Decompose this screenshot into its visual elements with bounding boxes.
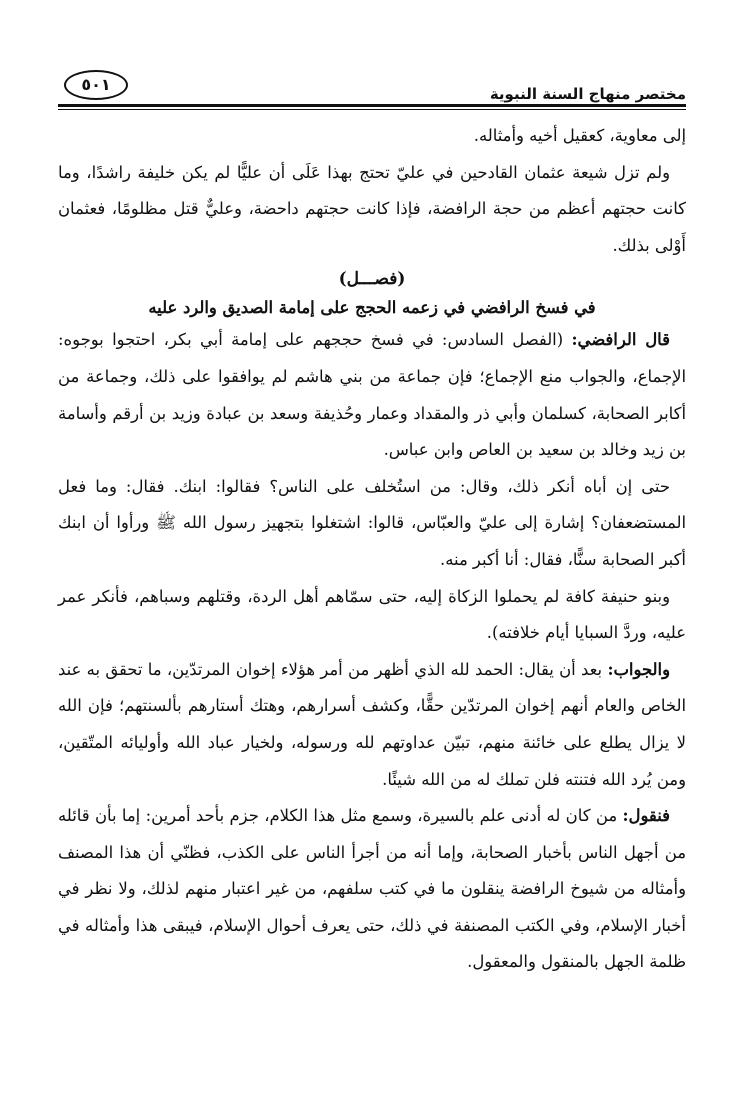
paragraph-body-final: من كان له أدنى علم بالسيرة، وسمع مثل هذا الكلام، جزم بأحد أمرين: إما بأن قائله من أجهل الناس بأخبار الصحابة، وإما أنه من أجرأ الناس على الكذب، فظنّي أن هذا المصنف وأمثاله من شيوخ الرافضة ينقلون ما في كتب سلفهم، من غير اعتبار منهم لذلك، ولا نظر في أخبار الإسلام، وفي الكتب المصنفة في ذلك، حتى يعرف أحوال الإسلام، فيبقى هذا وأمثاله في ظلمة الجهل بالمنقول والمعقول. (58, 806, 686, 972)
paragraph-lead-rafidi: قال الرافضي: (571, 330, 670, 350)
header-rule-thick (58, 104, 686, 107)
paragraph-final (58, 798, 686, 981)
page-number: ٥٠١ (64, 70, 128, 100)
paragraph-banu-hanifa: وبنو حنيفة كافة لم يحملوا الزكاة إليه، حتى سمّاهم أهل الردة، وقتلهم وسباهم، فأنكر عمر عليه، وردَّ السبايا أيام خلافته). (58, 586, 686, 643)
section-heading: (فصـــل) (338, 269, 406, 290)
paragraph-uthman-shia: ولم تزل شيعة عثمان القادحين في عليّ تحتج بهذا عَلَى أن عليًّا لم يكن خليفة راشدًا، وما كانت حجتهم أعظم من حجة الرافضة، فإذا كانت حجتهم داحضة، وعليٌّ قتل مظلومًا، فعثمان أَوْلى بذلك. (58, 162, 686, 255)
page-header (58, 66, 686, 110)
paragraph-lead-final: فنقول: (622, 806, 670, 826)
header-rule-thin (58, 109, 686, 110)
paragraph-abu-quhafa: حتى إن أباه أنكر ذلك، وقال: من استُخلف على الناس؟ فقالوا: ابنك. فقال: وما فعل المستضعفان؟ إشارة إلى عليّ والعبّاس، قالوا: اشتغلوا بتجهيز رسول الله ﷺ ورأوا أن ابنك أكبر الصحابة سنًّا، فقال: أنا أكبر منه. (58, 476, 686, 569)
book-title: مختصر منهاج السنة النبوية (489, 85, 686, 103)
paragraph-answer (58, 652, 686, 798)
page-body (58, 118, 686, 981)
book-page (58, 0, 686, 1106)
paragraph-body-answer: بعد أن يقال: الحمد لله الذي أظهر من أمر هؤلاء إخوان المرتدّين، ما تحقق به عند الخاص والعام أنهم إخوان المرتدّين حقًّا، وكشف أسرارهم، وهتك أستارهم بألسنتهم؛ فإن الله لا يزال يطلع على خائنة منهم، تبيّن عداوتهم لله ورسوله، ولخيار عباد الله وأوليائه المتّقين، ومن يُرد الله فتنته فلن تملك له من الله شيئًا. (58, 659, 686, 789)
paragraph-lead-answer: والجواب: (607, 659, 670, 679)
paragraph-muawiya: إلى معاوية، كعقيل أخيه وأمثاله. (473, 126, 686, 145)
paragraph-body-rafidi: (الفصل السادس: في فسخ حججهم على إمامة أبي بكر، احتجوا بوجوه: الإجماع، والجواب منع الإجماع؛ فإن جماعة من بني هاشم لم يوافقوا على ذلك، وجماعة من أكابر الصحابة، كسلمان وأبي ذر والمقداد وعمار وحُذيفة وسعد بن عبادة وزيد بن أرقم وأسامة بن زيد وخالد بن سعيد بن العاص وابن عباس. (58, 330, 686, 460)
paragraph-rafidi-claim (58, 322, 686, 468)
section-subheading: في فسخ الرافضي في زعمه الحجج على إمامة الصديق والرد عليه (148, 298, 596, 318)
